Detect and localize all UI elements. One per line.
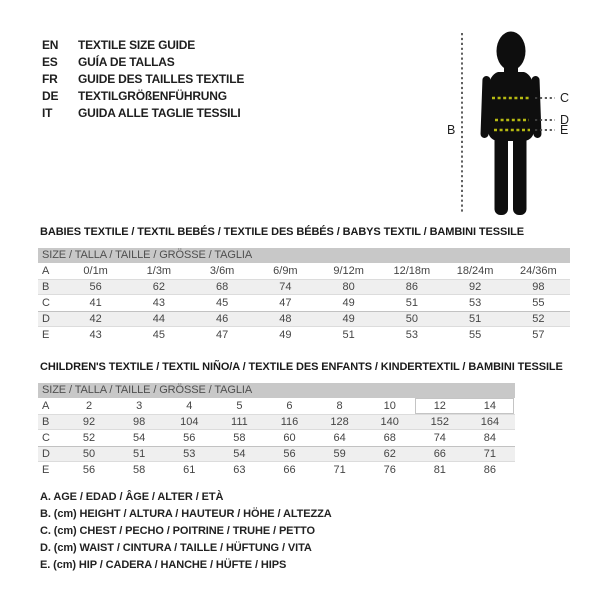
babies-size-table	[38, 226, 570, 343]
babies-table-title: BABIES TEXTILE / TEXTIL BEBÉS / TEXTILE DES BÉBÉS / BABYS TEXTIL / BAMBINI TESSILE	[40, 226, 525, 238]
table-cell: 58	[233, 432, 246, 444]
legend-item: B. (cm) HEIGHT / ALTURA / HAUTEUR / HÖHE / ALTEZZA	[40, 508, 332, 520]
language-code: DE	[42, 89, 59, 103]
table-cell: 71	[483, 448, 497, 460]
table-cell: 3/6m	[209, 265, 235, 277]
table-cell: 51	[405, 297, 418, 309]
table-cell: 2	[85, 400, 93, 412]
chest-label: C	[560, 91, 570, 105]
table-cell: 49	[342, 313, 355, 325]
table-cell: 44	[152, 313, 165, 325]
table-cell: 42	[89, 313, 102, 325]
table-cell: 54	[133, 432, 146, 444]
children-table-header: SIZE / TALLA / TAILLE / GRÖSSE / TAGLIA	[38, 383, 515, 398]
child-silhouette	[480, 32, 541, 216]
table-cell: 98	[532, 281, 545, 293]
table-cell: 58	[133, 464, 146, 476]
table-cell: 51	[133, 448, 146, 460]
table-cell: 55	[532, 297, 545, 309]
table-cell: 50	[405, 313, 418, 325]
table-cell: 164	[480, 416, 500, 428]
row-label: D	[42, 448, 50, 460]
table-row	[38, 263, 570, 279]
language-title: TEXTILGRÖßENFÜHRUNG	[78, 89, 227, 103]
height-label: B	[447, 123, 456, 137]
table-cell: 140	[380, 416, 399, 428]
table-cell: 98	[133, 416, 146, 428]
table-cell: 43	[89, 329, 102, 341]
table-cell: 68	[216, 281, 229, 293]
table-cell: 63	[233, 464, 246, 476]
legend-item: A. AGE / EDAD / ÂGE / ALTER / ETÀ	[40, 491, 224, 503]
table-cell: 51	[342, 329, 355, 341]
table-cell: 71	[333, 464, 346, 476]
table-cell: 81	[433, 464, 446, 476]
language-code: FR	[42, 72, 58, 86]
table-cell: 80	[342, 281, 355, 293]
row-label: C	[42, 297, 50, 309]
table-cell: 57	[532, 329, 545, 341]
table-cell: 5	[236, 400, 243, 412]
table-cell: 0/1m	[83, 265, 108, 277]
babies-table-header: SIZE / TALLA / TAILLE / GRÖSSE / TAGLIA	[38, 248, 570, 263]
children-size-table	[38, 361, 563, 478]
table-row	[38, 279, 570, 295]
table-cell: 47	[279, 297, 292, 309]
legend-item: E. (cm) HIP / CADERA / HANCHE / HÜFTE / HIPS	[40, 559, 287, 571]
table-cell: 74	[279, 281, 292, 293]
language-title: GUIDA ALLE TAGLIE TESSILI	[78, 106, 241, 120]
table-cell: 68	[383, 432, 396, 444]
row-label: E	[42, 464, 50, 476]
table-cell: 111	[231, 416, 248, 428]
table-cell: 54	[233, 448, 246, 460]
language-row	[42, 37, 244, 54]
table-cell: 56	[283, 448, 296, 460]
table-cell: 24/36m	[520, 265, 557, 277]
table-cell: 66	[433, 448, 446, 460]
table-cell: 10	[383, 400, 396, 412]
table-cell: 49	[342, 297, 355, 309]
row-label: B	[42, 281, 50, 293]
language-row	[42, 105, 244, 122]
table-cell: 61	[183, 464, 196, 476]
table-cell: 56	[89, 281, 102, 293]
table-cell: 45	[216, 297, 229, 309]
table-cell: 4	[186, 400, 193, 412]
table-cell: 45	[152, 329, 165, 341]
table-cell: 60	[283, 432, 296, 444]
table-cell: 49	[279, 329, 292, 341]
table-row	[38, 414, 515, 430]
language-code: EN	[42, 38, 59, 52]
table-row	[38, 295, 570, 311]
table-cell: 53	[183, 448, 196, 460]
child-measurement-figure	[440, 8, 600, 235]
table-cell: 52	[532, 313, 545, 325]
row-label: E	[42, 329, 50, 341]
language-code: IT	[42, 106, 53, 120]
table-cell: 6/9m	[273, 265, 298, 277]
row-label: A	[42, 265, 50, 277]
table-cell: 51	[469, 313, 482, 325]
table-row	[38, 462, 515, 478]
table-cell: 76	[383, 464, 396, 476]
legend-item: C. (cm) CHEST / PECHO / POITRINE / TRUHE / PETTO	[40, 525, 315, 537]
table-cell: 9/12m	[333, 265, 364, 277]
table-cell: 86	[405, 281, 418, 293]
table-cell: 14	[483, 400, 497, 412]
table-cell: 47	[216, 329, 229, 341]
table-cell: 104	[180, 416, 199, 428]
table-cell: 86	[483, 464, 497, 476]
row-label: C	[42, 432, 50, 444]
table-cell: 56	[183, 432, 196, 444]
language-title-list	[42, 37, 244, 122]
table-cell: 18/24m	[456, 265, 494, 277]
table-cell: 8	[336, 400, 343, 412]
table-cell: 74	[433, 432, 446, 444]
table-cell: 92	[82, 416, 96, 428]
table-cell: 53	[405, 329, 418, 341]
table-row	[38, 311, 570, 327]
table-cell: 64	[333, 432, 346, 444]
table-cell: 46	[216, 313, 229, 325]
table-cell: 66	[283, 464, 296, 476]
table-cell: 41	[89, 297, 102, 309]
table-cell: 12/18m	[393, 265, 431, 277]
table-cell: 116	[280, 416, 299, 428]
table-cell: 84	[483, 432, 497, 444]
row-label: B	[42, 416, 50, 428]
table-cell: 48	[279, 313, 292, 325]
language-row	[42, 71, 244, 88]
hip-label: E	[560, 123, 569, 137]
language-title: TEXTILE SIZE GUIDE	[78, 38, 196, 52]
table-cell: 59	[333, 448, 346, 460]
language-row	[42, 54, 244, 71]
legend-item: D. (cm) WAIST / CINTURA / TAILLE / HÜFTUNG / VITA	[40, 542, 312, 554]
table-cell: 92	[469, 281, 482, 293]
table-cell: 3	[136, 400, 143, 412]
table-cell: 53	[469, 297, 482, 309]
table-row	[38, 327, 570, 343]
row-label: D	[42, 313, 50, 325]
table-row	[38, 446, 515, 462]
waist-label: D	[560, 113, 570, 127]
children-table-title: CHILDREN'S TEXTILE / TEXTIL NIÑO/A / TEXTILE DES ENFANTS / KINDERTEXTIL / BAMBINI TESSILE	[40, 361, 563, 373]
language-row	[42, 88, 244, 105]
table-cell: 12	[433, 400, 446, 412]
table-cell: 43	[152, 297, 165, 309]
table-cell: 128	[330, 416, 349, 428]
table-cell: 152	[430, 416, 449, 428]
table-row	[38, 430, 515, 446]
table-cell: 1/3m	[146, 265, 172, 277]
table-cell: 56	[82, 464, 96, 476]
table-cell: 62	[383, 448, 396, 460]
language-title: GUÍA DE TALLAS	[78, 55, 175, 69]
table-cell: 6	[286, 400, 293, 412]
row-label: A	[42, 400, 50, 412]
table-cell: 52	[82, 432, 96, 444]
language-title: GUIDE DES TAILLES TEXTILE	[78, 72, 245, 86]
table-cell: 50	[82, 448, 96, 460]
language-code: ES	[42, 55, 58, 69]
measurement-legend	[40, 489, 332, 574]
selected-size-outline	[415, 398, 514, 414]
table-cell: 55	[469, 329, 482, 341]
babies-table-body	[38, 263, 570, 343]
table-cell: 62	[152, 281, 165, 293]
